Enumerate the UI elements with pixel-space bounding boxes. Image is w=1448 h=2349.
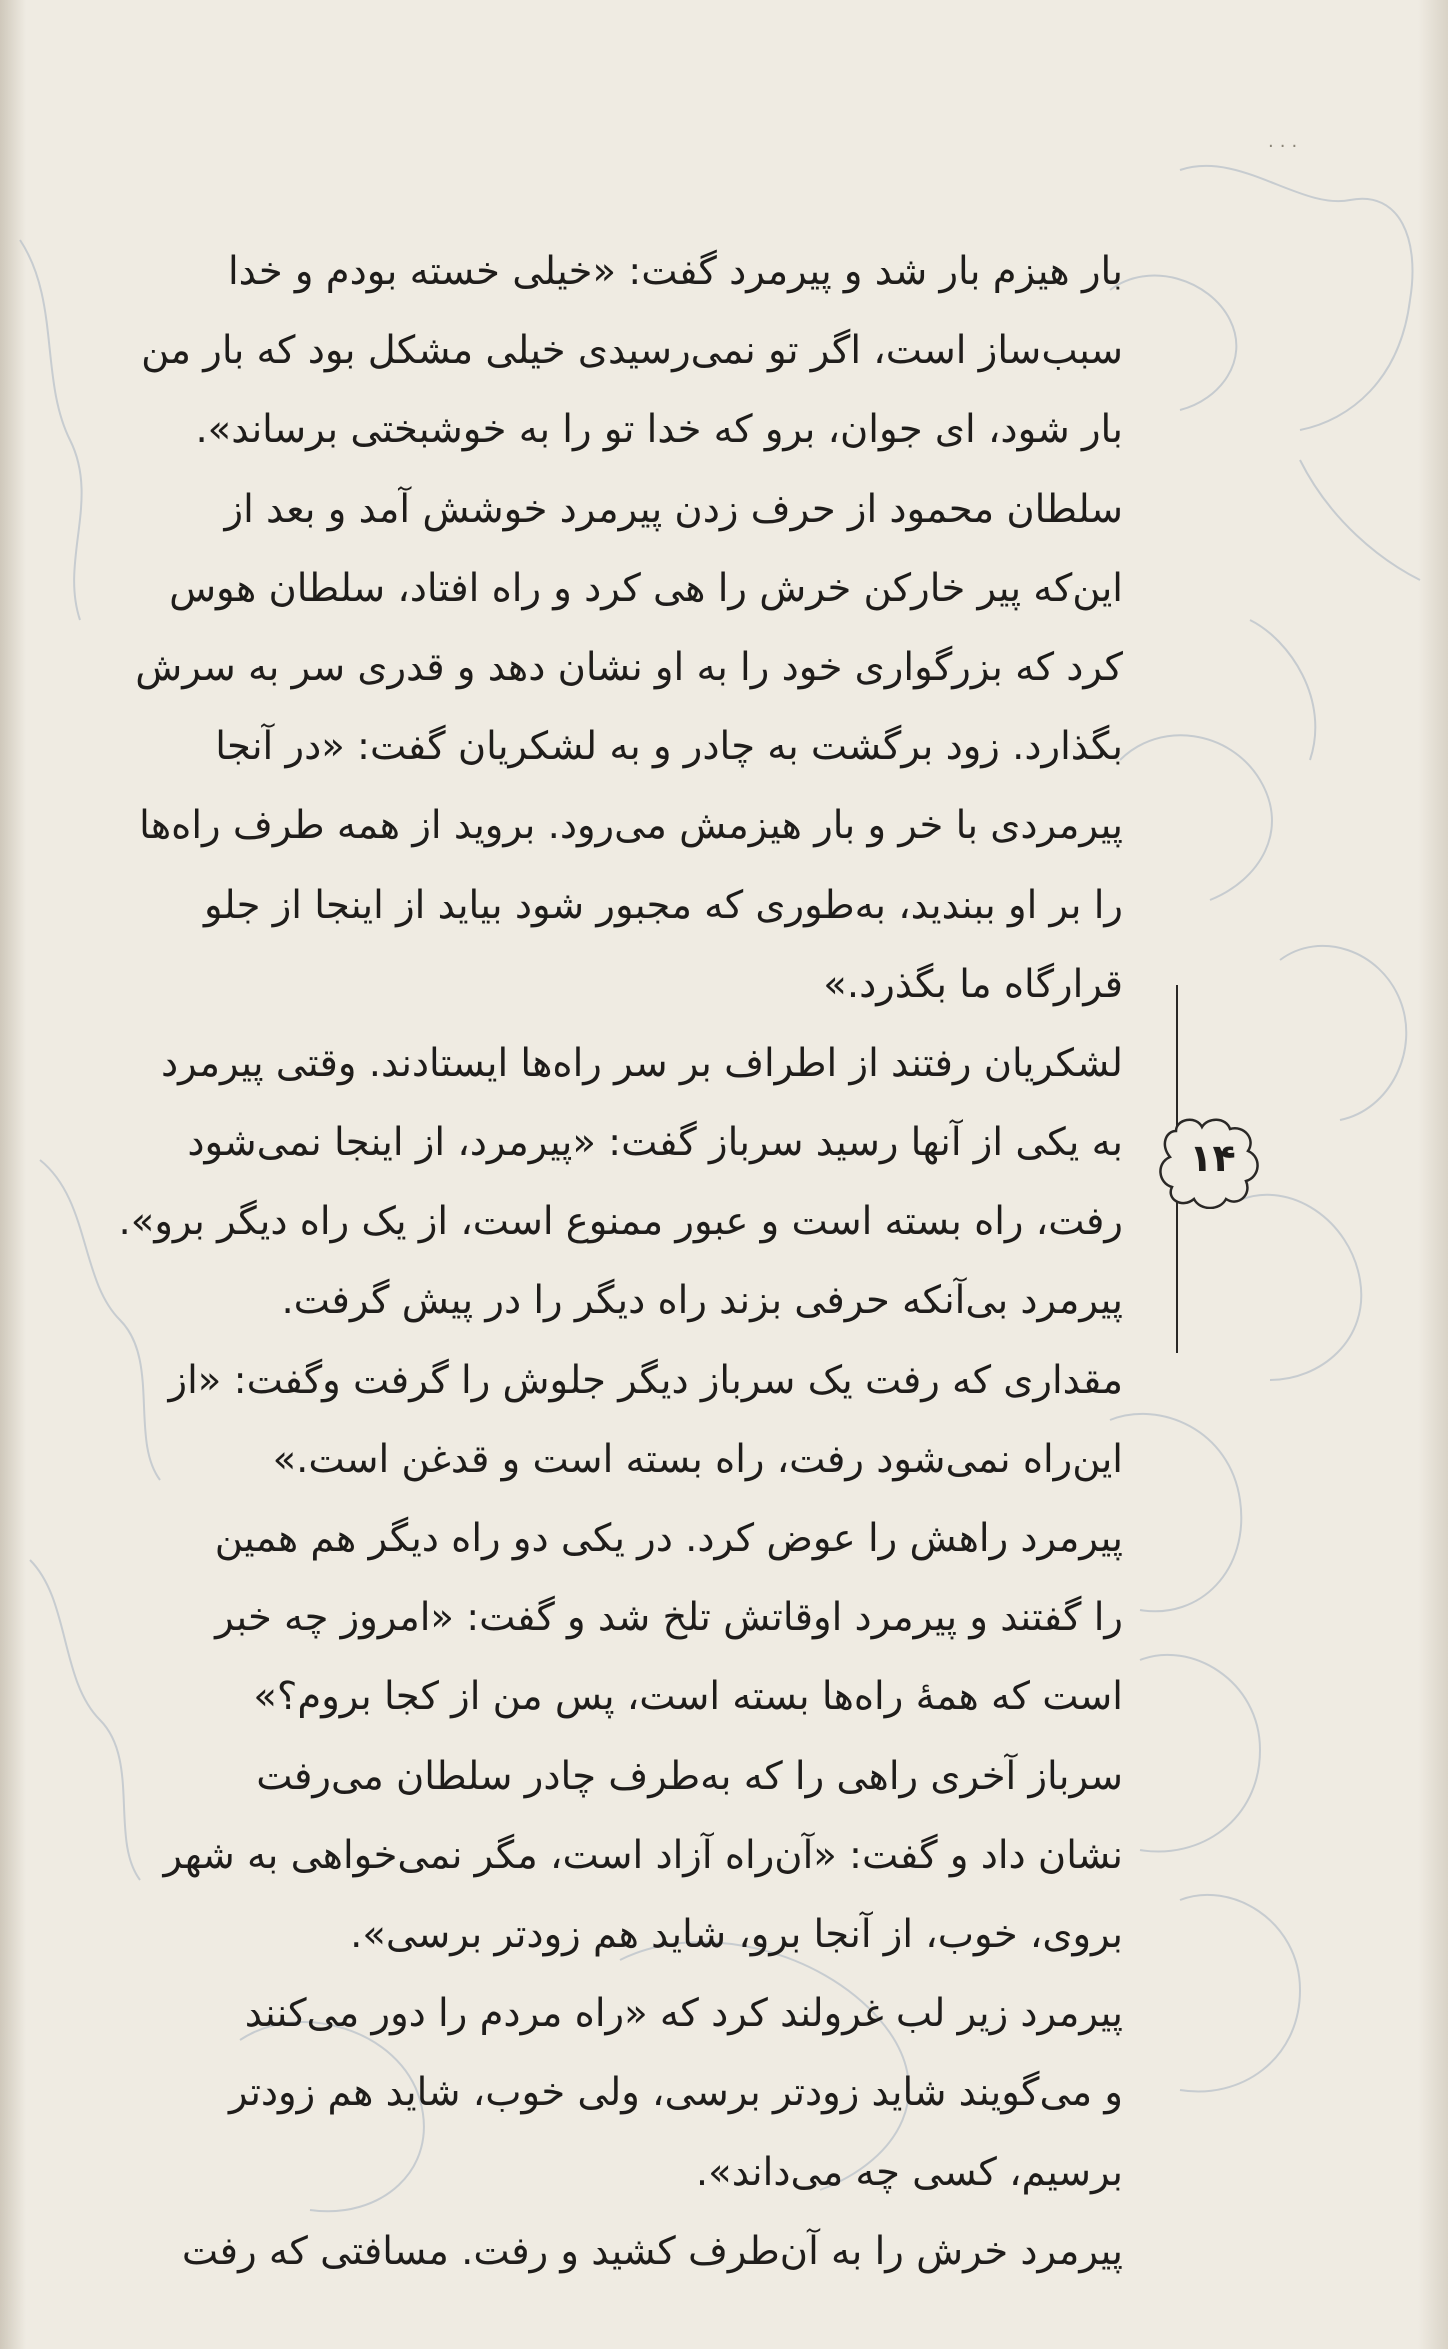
text-line-7: بگذارد. زود برگشت به چادر و به لشکریان گفت: «در آنجا [215, 724, 1123, 770]
text-line-10: قرارگاه ما بگذرد.» [823, 961, 1123, 1007]
text-line-8: پیرمردی با خر و بار هیزمش می‌رود. بروید از همه طرف راه‌ها [139, 803, 1123, 849]
text-line-26: پیرمرد خرش را به آن‌طرف کشید و رفت. مسافتی که رفت [181, 2228, 1123, 2274]
text-line-22: بروی، خوب، از آنجا برو، شاید هم زودتر برسی». [350, 1911, 1123, 1957]
faint-dots-decoration: ··· [1268, 136, 1304, 157]
text-line-14: پیرمرد بی‌آنکه حرفی بزند راه دیگر را در پیش گرفت. [281, 1278, 1123, 1324]
text-line-25: برسیم، کسی چه می‌داند». [695, 2149, 1123, 2195]
text-line-19: است که همهٔ راه‌ها بسته است، پس من از کجا بروم؟» [253, 1674, 1123, 1720]
text-line-24: و می‌گویند شاید زودتر برسی، ولی خوب، شاید هم زودتر [228, 2070, 1123, 2116]
text-line-4: سلطان محمود از حرف زدن پیرمرد خوشش آمد و بعد از [224, 486, 1123, 532]
text-line-11: لشکریان رفتند از اطراف بر سر راه‌ها ایستادند. وقتی پیرمرد [160, 1040, 1123, 1086]
text-line-13: رفت، راه بسته است و عبور ممنوع است، از یک راه دیگر برو». [118, 1199, 1123, 1245]
page-right-edge [1418, 0, 1448, 2349]
page-gutter-shadow [0, 0, 26, 2349]
text-line-20: سرباز آخری راهی را که به‌طرف چادر سلطان می‌رفت [256, 1753, 1123, 1799]
text-line-12: به یکی از آنها رسید سرباز گفت: «پیرمرد، از اینجا نمی‌شود [187, 1120, 1123, 1166]
text-line-2: سبب‌ساز است، اگر تو نمی‌رسیدی خیلی مشکل بود که بار من [141, 328, 1123, 374]
text-line-17: پیرمرد راهش را عوض کرد. در یکی دو راه دیگر هم همین [214, 1516, 1123, 1561]
text-line-15: مقداری که رفت یک سرباز دیگر جلوش را گرفت وگفت: «از [168, 1357, 1123, 1403]
text-line-21: نشان داد و گفت: «آن‌راه آزاد است، مگر نمی‌خواهی به شهر [163, 1832, 1123, 1878]
text-line-9: را بر او ببندید، به‌طوری که مجبور شود بیاید از اینجا از جلو [204, 882, 1123, 928]
text-line-3: بار شود، ای جوان، برو که خدا تو را به خوشبختی برساند». [195, 407, 1123, 453]
text-line-1: بار هیزم بار شد و پیرمرد گفت: «خیلی خسته بودم و خدا [227, 249, 1123, 294]
text-line-6: کرد که بزرگواری خود را به او نشان دهد و قدری سر به سرش [135, 644, 1123, 690]
page-number: ۱۴ [1189, 1136, 1236, 1180]
text-line-23: پیرمرد زیر لب غرولند کرد که «راه مردم را دور می‌کنند [244, 1991, 1123, 2037]
text-line-18: را گفتند و پیرمرد اوقاتش تلخ شد و گفت: «امروز چه خبر [215, 1595, 1123, 1641]
page-body-text [55, 232, 1123, 2291]
text-line-5: این‌که پیر خارکن خرش را هی کرد و راه افتاد، سلطان هوس [169, 565, 1123, 611]
text-line-16: این‌راه نمی‌شود رفت، راه بسته است و قدغن است.» [272, 1436, 1123, 1482]
